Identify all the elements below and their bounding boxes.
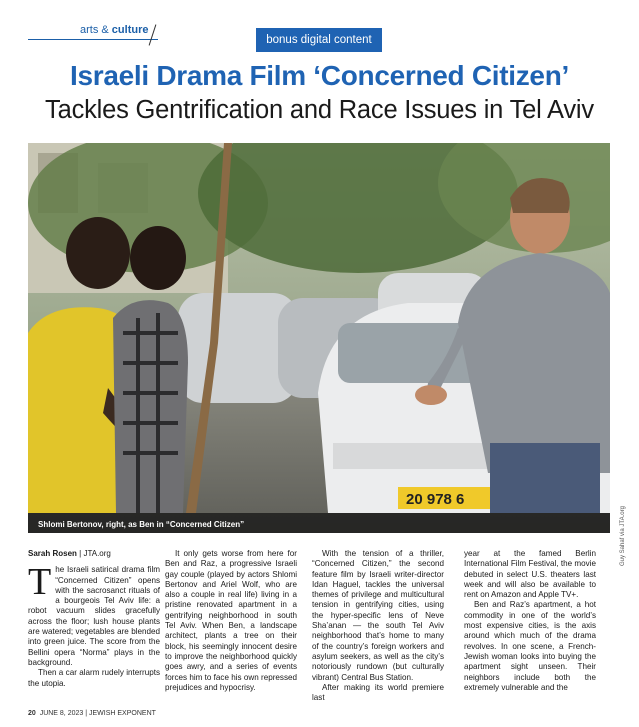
article-column-4 [464,549,596,693]
photo-credit: Guy Sahaf via JTA.org [620,506,626,566]
article-photo [28,143,610,533]
subheadline: Tackles Gentrification and Race Issues in Tel Aviv [45,96,594,124]
section-slash [149,24,157,45]
headline: Israeli Drama Film ‘Concerned Citizen’ [70,60,569,91]
paragraph: year at the famed Berlin International Film Festival, the movie debuted in select U.S. theaters last week and will also be available to rent on Amazon and Apple TV+. [464,549,596,600]
paragraph: he Israeli satirical drama film “Concerned Citizen” opens with the sacrosanct rituals of a bourgeois Tel Aviv life: a robot vacuum slides gracefully across the floor; lush house plants are watered; vegetables are blended into green juice. The score from the Bellini opera “Norma” plays in the background. [28,565,160,667]
license-plate-text: 20 978 6 [406,491,465,508]
byline-author: Sarah Rosen [28,549,77,558]
article-column-3 [312,549,444,703]
page-number: 20 [28,710,36,717]
paragraph: Ben and Raz’s apartment, a hot commodity in one of the world’s most expensive cities, is the axis around which much of the drama revolves. In one scene, a French-Jewish woman looks into buying the apartment sight unseen. Their neighbors include both the extremely vulnerable and the [464,600,596,692]
issue-date: JUNE 8, 2023 [39,710,84,717]
photo-caption: Shlomi Bertonov, right, as Ben in “Concerned Citizen” [38,520,245,529]
photo-illustration [28,143,610,533]
paragraph: Then a car alarm rudely interrupts the utopia. [28,668,160,688]
paragraph: After making its world premiere last [312,682,444,703]
section-rule [28,39,158,40]
byline: Sarah Rosen | JTA.org [28,549,111,558]
byline-source: JTA.org [83,549,111,558]
section-label [80,24,148,36]
section-prefix: arts & [80,24,112,36]
paragraph: It only gets worse from here for Ben and Raz, a progressive Israeli gay couple (played by actors Shlomi Bertonov and Ariel Wolf, who are also a couple in real life) living in a pristine renovated apartment in a gentrifying neighborhood in south Tel Aviv. When Ben, a landscape architect, plants a tree on their block, his seemingly innocent desire to improve the neighborhood quickly goes awry, and a series of events forces him to face his own repressed prejudices and hypocrisy. [165,549,297,692]
publication-name: JEWISH EXPONENT [89,710,156,717]
page-footer: 20 JUNE 8, 2023 | JEWISH EXPONENT [28,710,156,717]
paragraph: With the tension of a thriller, “Concerned Citizen,” the second feature film by Israeli writer-director Idan Haguel, tackles the universal themes of privilege and multicultural tension in gentrifying cities, using the hyper-specific lens of Neve Sha’anan — the south Tel Aviv neighborhood that’s home to many of the country’s foreign workers and asylum seekers, as well as the city’s notoriously rundown (but culturally vibrant) Central Bus Station. [312,549,444,682]
drop-cap: T [28,561,52,604]
section-name: culture [111,24,149,36]
article-column-2 [165,549,297,693]
bonus-content-badge: bonus digital content [256,28,382,52]
article-column-1 [28,549,160,689]
